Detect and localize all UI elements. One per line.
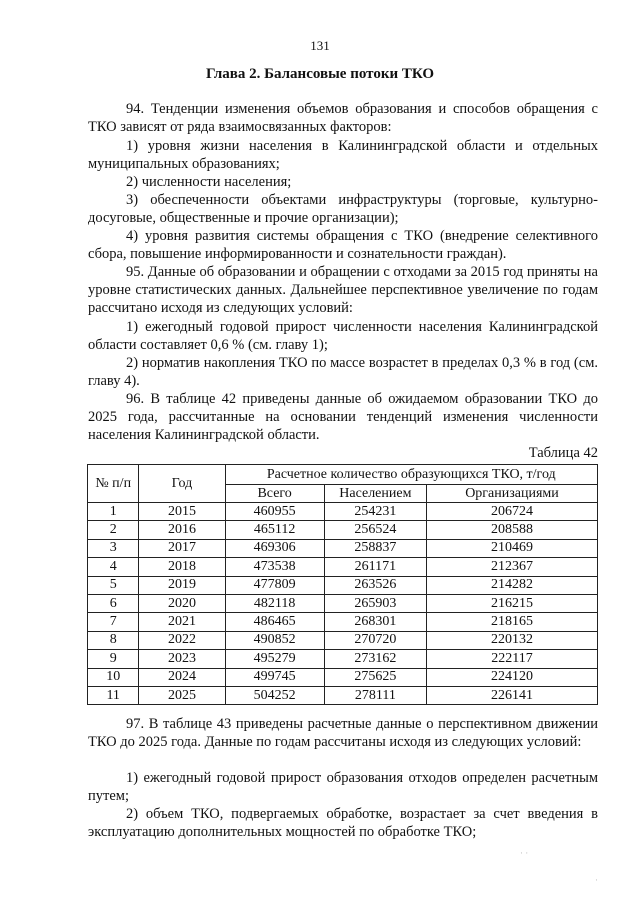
condition-2: 2) норматив накопления ТКО по массе возрастет в пределах 0,3 % в год (см. главу 4). (88, 355, 598, 390)
cell-population: 254231 (324, 503, 426, 521)
cell-organizations: 224120 (426, 668, 597, 686)
cell-total: 473538 (225, 558, 324, 576)
cell-population: 273162 (324, 650, 426, 668)
cell-organizations: 222117 (426, 650, 597, 668)
cell-organizations: 220132 (426, 631, 597, 649)
cell-population: 258837 (324, 539, 426, 557)
header-population: Населением (324, 485, 426, 503)
table-row (88, 650, 598, 668)
cell-population: 261171 (324, 558, 426, 576)
cell-number: 4 (88, 558, 139, 576)
scan-speck: · · (520, 848, 529, 858)
cell-year: 2018 (139, 558, 225, 576)
cell-number: 2 (88, 521, 139, 539)
table-row (88, 576, 598, 594)
table-row (88, 558, 598, 576)
paragraph-97: 97. В таблице 43 приведены расчетные данные о перспективном движении ТКО до 2025 года. Данные по годам рассчитаны исходя из следующих условий: (88, 716, 598, 751)
cell-population: 256524 (324, 521, 426, 539)
movement-condition-2: 2) объем ТКО, подвергаемых обработке, возрастает за счет введения в эксплуатацию дополнительных мощностей по обработке ТКО; (88, 806, 598, 841)
table-row (88, 521, 598, 539)
factor-2: 2) численности населения; (126, 174, 292, 190)
table-row (88, 686, 598, 704)
factor-3: 3) обеспеченности объектами инфраструктуры (торговые, культурно-досуговые, общественные и прочие организации); (88, 192, 598, 227)
cell-total: 469306 (225, 539, 324, 557)
cell-number: 11 (88, 686, 139, 704)
cell-total: 499745 (225, 668, 324, 686)
cell-number: 6 (88, 594, 139, 612)
cell-number: 7 (88, 613, 139, 631)
cell-organizations: 218165 (426, 613, 597, 631)
header-year: Год (139, 465, 225, 503)
cell-total: 465112 (225, 521, 324, 539)
cell-population: 278111 (324, 686, 426, 704)
cell-organizations: 214282 (426, 576, 597, 594)
table-row (88, 668, 598, 686)
header-organizations: Организациями (426, 485, 597, 503)
cell-total: 504252 (225, 686, 324, 704)
cell-year: 2023 (139, 650, 225, 668)
cell-total: 460955 (225, 503, 324, 521)
movement-condition-1: 1) ежегодный годовой прирост образования отходов определен расчетным путем; (88, 770, 598, 805)
table-caption: Таблица 42 (528, 445, 598, 461)
page-number: 131 (310, 38, 330, 53)
table-row (88, 503, 598, 521)
chapter-title: Глава 2. Балансовые потоки ТКО (205, 66, 435, 82)
cell-year: 2022 (139, 631, 225, 649)
table-row (88, 613, 598, 631)
paragraph-96: 96. В таблице 42 приведены данные об ожидаемом образовании ТКО до 2025 года, рассчитанные на основании тенденций изменения численности населения Калининградской области. (88, 391, 598, 444)
header-total: Всего (225, 485, 324, 503)
table-row (88, 631, 598, 649)
cell-year: 2019 (139, 576, 225, 594)
cell-year: 2021 (139, 613, 225, 631)
cell-number: 8 (88, 631, 139, 649)
cell-organizations: 216215 (426, 594, 597, 612)
cell-year: 2024 (139, 668, 225, 686)
cell-number: 10 (88, 668, 139, 686)
cell-year: 2017 (139, 539, 225, 557)
cell-population: 268301 (324, 613, 426, 631)
cell-number: 1 (88, 503, 139, 521)
cell-organizations: 206724 (426, 503, 597, 521)
cell-total: 495279 (225, 650, 324, 668)
cell-total: 490852 (225, 631, 324, 649)
condition-1: 1) ежегодный годовой прирост численности населения Калининградской области составляет 0,6 % (см. главу 1); (88, 319, 598, 354)
factor-1: 1) уровня жизни населения в Калининградской области и отдельных муниципальных образованиях; (88, 138, 598, 173)
cell-organizations: 210469 (426, 539, 597, 557)
cell-population: 263526 (324, 576, 426, 594)
cell-total: 482118 (225, 594, 324, 612)
cell-year: 2016 (139, 521, 225, 539)
table-row (88, 594, 598, 612)
cell-total: 486465 (225, 613, 324, 631)
cell-population: 270720 (324, 631, 426, 649)
header-number: № п/п (88, 465, 139, 503)
paragraph-95: 95. Данные об образовании и обращении с отходами за 2015 год приняты на уровне статистических данных. Дальнейшее перспективное увеличение по годам рассчитано исходя из следующих условий: (88, 264, 598, 317)
cell-year: 2025 (139, 686, 225, 704)
cell-year: 2015 (139, 503, 225, 521)
paragraph-94: 94. Тенденции изменения объемов образования и способов обращения с ТКО зависят от ряда взаимосвязанных факторов: (88, 101, 598, 136)
cell-organizations: 226141 (426, 686, 597, 704)
cell-year: 2020 (139, 594, 225, 612)
waste-forecast-table (87, 464, 598, 705)
cell-organizations: 212367 (426, 558, 597, 576)
factor-4: 4) уровня развития системы обращения с ТКО (внедрение селективного сбора, повышение информированности и сознательности граждан). (88, 228, 598, 263)
cell-number: 3 (88, 539, 139, 557)
cell-total: 477809 (225, 576, 324, 594)
header-group: Расчетное количество образующихся ТКО, т/год (225, 465, 597, 485)
cell-number: 9 (88, 650, 139, 668)
table-row (88, 539, 598, 557)
cell-organizations: 208588 (426, 521, 597, 539)
cell-number: 5 (88, 576, 139, 594)
scan-speck: · (595, 875, 598, 885)
cell-population: 265903 (324, 594, 426, 612)
cell-population: 275625 (324, 668, 426, 686)
